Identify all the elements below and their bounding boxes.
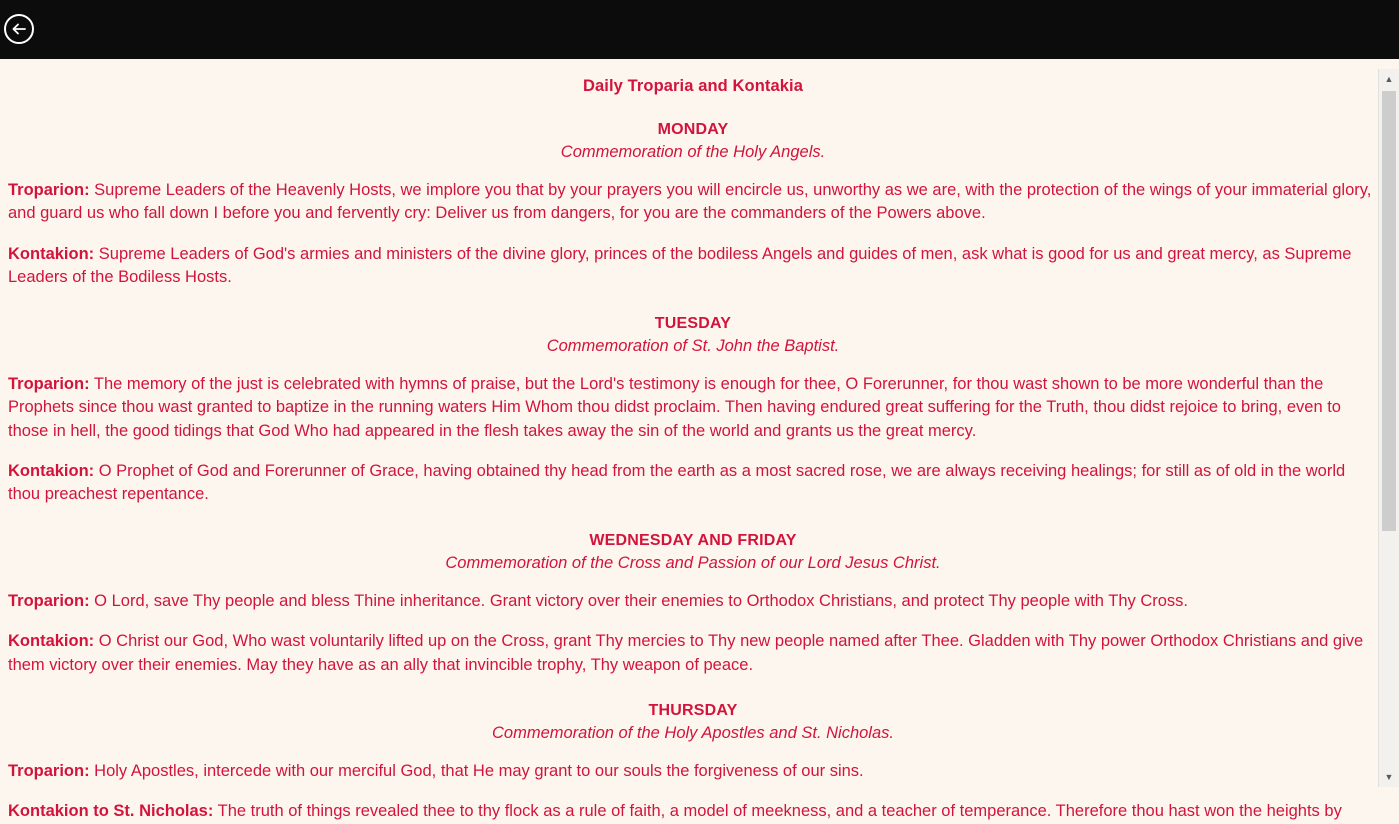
paragraph-thursday-kontakion-nicholas bbox=[8, 800, 1378, 823]
paragraph-tuesday-troparion bbox=[8, 373, 1378, 443]
paragraph-label: Troparion: bbox=[8, 181, 90, 199]
section-commemoration-wednesday-friday: Commemoration of the Cross and Passion of our Lord Jesus Christ. bbox=[445, 553, 941, 572]
paragraph-label: Kontakion: bbox=[8, 632, 95, 651]
title-bar bbox=[0, 0, 1399, 59]
paragraph-thursday-troparion bbox=[8, 760, 1378, 783]
paragraph-label: Kontakion: bbox=[8, 244, 95, 263]
paragraph-label: Troparion: bbox=[8, 762, 90, 781]
scrollbar-thumb[interactable] bbox=[1382, 91, 1396, 531]
paragraph-text: Supreme Leaders of God's armies and ministers of the divine glory, princes of the bodiless Angels and guides of men, ask what is good for us and great mercy, as Supreme Leaders of the Bodiless Hosts. bbox=[8, 244, 1352, 287]
paragraph-text: The truth of things revealed thee to thy flock as a rule of faith, a model of meekness, and a teacher of temperance. Therefore thou hast won the heights by bbox=[213, 802, 1342, 821]
back-arrow-icon bbox=[10, 20, 28, 38]
paragraph-text: O Christ our God, Who wast voluntarily lifted up on the Cross, grant Thy mercies to Thy new people named after Thee. Gladden with Thy power Orthodox Christians and give them victory over their enemies. May they have as an ally that invincible trophy, Thy weapon of peace. bbox=[8, 632, 1364, 674]
document-scroll-region[interactable] bbox=[0, 59, 1378, 821]
paragraph-text: Supreme Leaders of the Heavenly Hosts, we implore you that by your prayers you will encircle us, unworthy as we are, with the protection of the wings of your immaterial glory, and guard us who fall down I before you and fervently cry: Deliver us from dangers, for you are the commanders of the Powers above. bbox=[8, 181, 1372, 223]
paragraph-wednesday-kontakion bbox=[8, 630, 1378, 677]
back-button[interactable] bbox=[4, 14, 34, 44]
paragraph-text: Holy Apostles, intercede with our merciful God, that He may grant to our souls the forgiveness of our sins. bbox=[89, 762, 864, 781]
paragraph-label: Troparion: bbox=[8, 374, 90, 393]
document-body bbox=[8, 77, 1378, 824]
paragraph-wednesday-troparion bbox=[8, 590, 1378, 613]
section-commemoration-tuesday: Commemoration of St. John the Baptist. bbox=[546, 336, 840, 355]
section-heading-thursday: THURSDAY bbox=[648, 702, 738, 720]
page-title: Daily Troparia and Kontakia bbox=[582, 77, 803, 95]
paragraph-label: Kontakion: bbox=[8, 461, 95, 480]
paragraph-text: The memory of the just is celebrated with hymns of praise, but the Lord's testimony is enough for thee, O Forerunner, for thou wast shown to be more wonderful than the Prophets since thou wast granted to baptize in the running waters Him Whom thou didst proclaim. Then having endured great suffering for the Truth, thou didst rejoice to bring, even to those in hell, the good tidings that God Who had appeared in the flesh takes away the sin of the world and grants us the great mercy. bbox=[8, 374, 1341, 440]
scroll-up-arrow-icon[interactable]: ▲ bbox=[1379, 69, 1399, 89]
scroll-down-arrow-icon[interactable]: ▼ bbox=[1379, 767, 1399, 787]
section-commemoration-monday: Commemoration of the Holy Angels. bbox=[560, 143, 826, 161]
paragraph-tuesday-kontakion bbox=[8, 460, 1378, 507]
vertical-scrollbar[interactable] bbox=[1378, 69, 1399, 787]
paragraph-text: O Prophet of God and Forerunner of Grace, having obtained thy head from the earth as a most sacred rose, we are always receiving healings; for still as of old in the world thou preachest repentance. bbox=[8, 461, 1346, 504]
paragraph-text: O Lord, save Thy people and bless Thine inheritance. Grant victory over their enemies to Orthodox Christians, and protect Thy people with Thy Cross. bbox=[89, 591, 1189, 610]
section-heading-tuesday: TUESDAY bbox=[654, 314, 732, 332]
paragraph-label: Troparion: bbox=[8, 591, 90, 610]
paragraph-monday-troparion bbox=[8, 179, 1378, 226]
section-commemoration-thursday: Commemoration of the Holy Apostles and St. Nicholas. bbox=[492, 724, 894, 743]
paragraph-label: Kontakion to St. Nicholas: bbox=[8, 802, 214, 821]
section-heading-wednesday-friday: WEDNESDAY AND FRIDAY bbox=[589, 531, 797, 549]
section-heading-monday: MONDAY bbox=[657, 121, 729, 138]
paragraph-monday-kontakion bbox=[8, 243, 1378, 290]
